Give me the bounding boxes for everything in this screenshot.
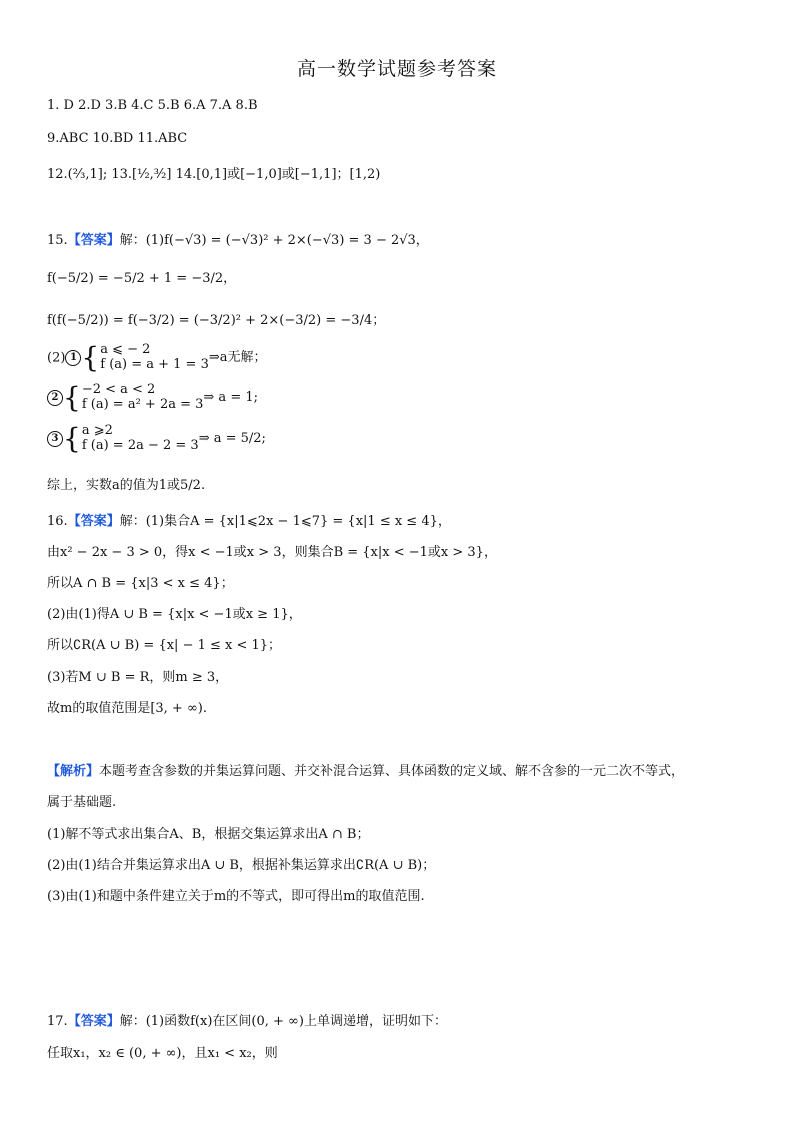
analysis-line-4: (2)由(1)结合并集运算求出A ∪ B，根据补集运算求出∁R(A ∪ B)； — [47, 858, 436, 873]
left-brace-icon: { — [63, 380, 81, 414]
left-brace-icon: { — [63, 421, 81, 455]
analysis-line-5: (3)由(1)和题中条件建立关于m的不等式，即可得出m的取值范围. — [47, 889, 425, 904]
q16-text-1: 解：(1)集合A = {x|1⩽2x − 1⩽7} = {x|1 ≤ x ≤ 4}， — [119, 514, 451, 529]
q15-line-1 — [47, 233, 429, 249]
q15-case-1 — [47, 340, 267, 374]
q15-case-3 — [47, 421, 266, 455]
q17-text-1: 解：(1)函数f(x)在区间(0, + ∞)上单调递增，证明如下： — [119, 1014, 447, 1029]
q15-case-2 — [47, 380, 258, 414]
q16-answer-tag: 【答案】 — [67, 514, 120, 529]
left-brace-icon: { — [81, 340, 100, 374]
q15-number: 15. — [47, 233, 68, 248]
q17-number: 17. — [47, 1014, 68, 1029]
circled-number-1: 1 — [65, 350, 81, 366]
q16-line-6: (3)若M ∪ B = R，则m ≥ 3， — [47, 670, 229, 685]
q16-line-1 — [47, 514, 451, 530]
q15-case-1-prefix: (2) — [47, 350, 66, 366]
circled-number-2: 2 — [47, 390, 63, 406]
q17-line-2: 任取x₁，x₂ ∈ (0, + ∞)，且x₁ < x₂，则 — [47, 1046, 278, 1061]
q15-case-3-eq: f (a) = 2a − 2 = 3 — [81, 437, 199, 453]
q17-answer-tag: 【答案】 — [67, 1014, 120, 1029]
q15-case-2-cond: −2 < a < 2 — [81, 382, 156, 397]
q16-line-5: 所以∁R(A ∪ B) = {x| − 1 ≤ x < 1}； — [47, 638, 282, 653]
q15-case-1-cond: a ⩽ − 2 — [100, 342, 151, 357]
choice-answers-line-2: 9.ABC 10.BD 11.ABC — [47, 131, 188, 146]
q15-case-3-result: ⇒ a = 5/2; — [198, 431, 266, 447]
analysis-line-3: (1)解不等式求出集合A、B，根据交集运算求出A ∩ B； — [47, 827, 370, 842]
q15-case-1-result: ⇒a无解； — [208, 350, 267, 366]
q17-line-1 — [47, 1014, 447, 1030]
q16-line-2: 由x² − 2x − 3 > 0，得x < −1或x > 3，则集合B = {x|x < −1或x > 3}， — [47, 545, 497, 560]
q15-answer-tag: 【答案】 — [67, 233, 120, 248]
analysis-tag: 【解析】 — [47, 764, 100, 779]
q15-case-2-eq: f (a) = a² + 2a = 3 — [81, 396, 204, 412]
q15-case-2-result: ⇒ a = 1; — [203, 390, 258, 406]
q16-line-3: 所以A ∩ B = {x|3 < x ≤ 4}； — [47, 576, 234, 591]
analysis-line-2: 属于基础题. — [47, 795, 117, 810]
q16-line-4: (2)由(1)得A ∪ B = {x|x < −1或x ≥ 1}， — [47, 607, 302, 622]
q16-line-7: 故m的取值范围是[3, + ∞). — [47, 701, 207, 716]
q16-number: 16. — [47, 514, 68, 529]
q15-text-1: 解：(1)f(−√3) = (−√3)² + 2×(−√3) = 3 − 2√3， — [119, 233, 429, 248]
analysis-text-1: 本题考查含参数的并集运算问题、并交补混合运算、具体函数的定义域、解不含参的一元二次不等式， — [99, 764, 685, 779]
q15-summary: 综上，实数a的值为1或5/2. — [47, 478, 206, 493]
q15-case-3-cond: a ⩾2 — [81, 423, 113, 438]
page-title: 高一数学试题参考答案 — [296, 58, 497, 80]
analysis-line-1 — [47, 764, 684, 780]
fill-answers-line: 12.(²⁄₃,1]; 13.[¹⁄₂,³⁄₂] 14.[0,1]或[−1,0]或[−1,1]；[1,2) — [47, 167, 381, 182]
q15-case-1-eq: f (a) = a + 1 = 3 — [100, 356, 209, 372]
choice-answers-line-1: 1. D 2.D 3.B 4.C 5.B 6.A 7.A 8.B — [47, 98, 258, 113]
q15-line-3: f(f(−5/2)) = f(−3/2) = (−3/2)² + 2×(−3/2) = −3/4； — [47, 313, 386, 328]
q15-line-2: f(−5/2) = −5/2 + 1 = −3/2， — [47, 271, 237, 286]
circled-number-3: 3 — [47, 431, 63, 447]
